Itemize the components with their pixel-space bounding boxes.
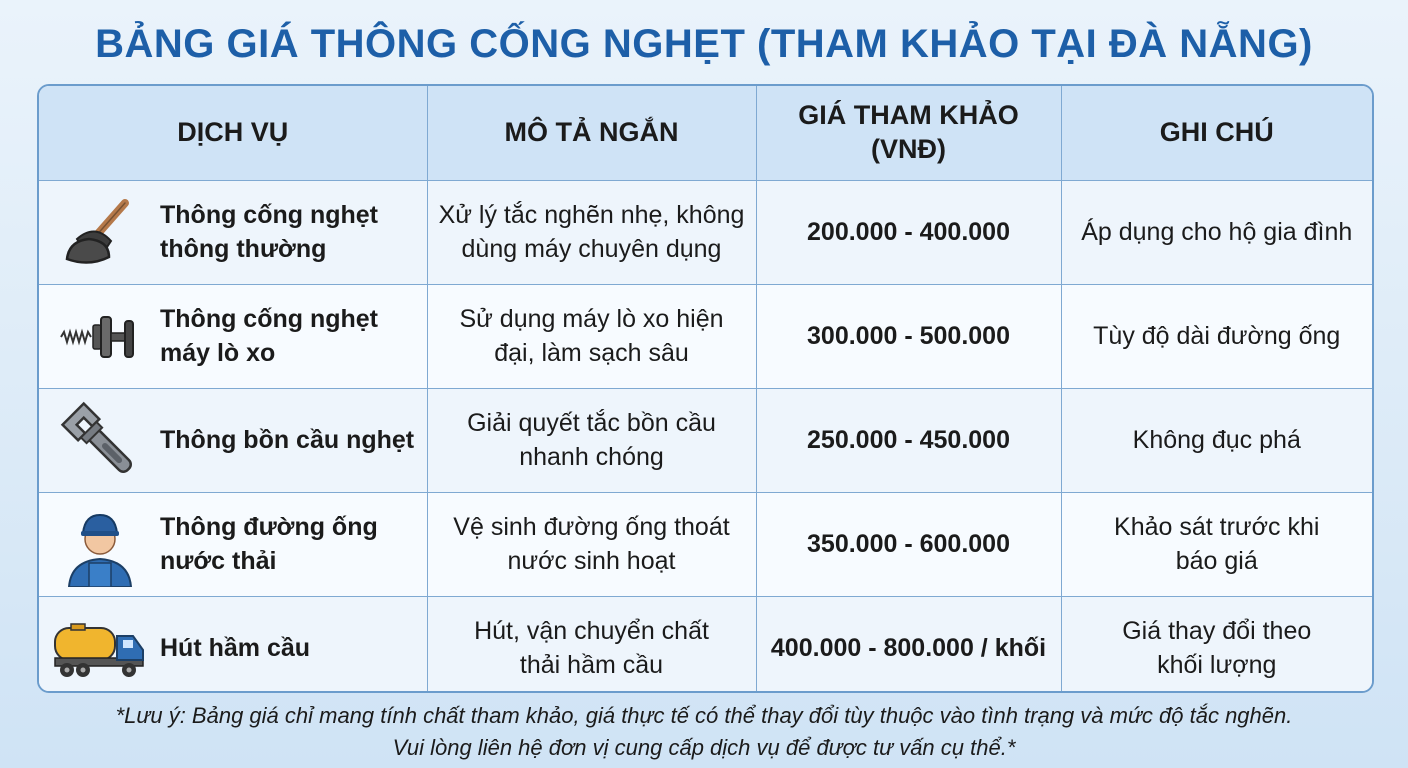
header-price: GIÁ THAM KHẢO (VNĐ): [756, 86, 1061, 181]
table-row: Hút hầm cầu Hút, vận chuyển chất thải hầm cầu 400.000 - 800.000 / khối Giá thay đổi theo khối lượng: [39, 597, 1372, 694]
note-cell: Tùy độ dài đường ống: [1061, 285, 1372, 389]
note-cell: Áp dụng cho hộ gia đình: [1061, 181, 1372, 285]
note-cell: Không đục phá: [1061, 389, 1372, 493]
description-cell: Sử dụng máy lò xo hiện đại, làm sạch sâu: [427, 285, 756, 389]
drain-spring-machine-icon: [52, 295, 148, 379]
price-cell: 400.000 - 800.000 / khối: [756, 597, 1061, 694]
page-title: BẢNG GIÁ THÔNG CỐNG NGHẸT (THAM KHẢO TẠI ĐÀ NẴNG): [95, 22, 1313, 66]
footnote: *Lưu ý: Bảng giá chỉ mang tính chất tham khảo, giá thực tế có thể thay đổi tùy thuộc vào tình trạng và mức độ tắc nghẽn. Vui lòng liên hệ đơn vị cung cấp dịch vụ để được tư vấn cụ thể.*: [115, 703, 1293, 760]
header-note: GHI CHÚ: [1061, 86, 1372, 181]
wrench-icon: [52, 399, 148, 483]
description-cell: Vệ sinh đường ống thoát nước sinh hoạt: [427, 493, 756, 597]
table-row: Thông đường ống nước thải Vệ sinh đường ống thoát nước sinh hoạt 350.000 - 600.000 Khảo sát trước khi báo giá: [39, 493, 1372, 597]
header-service: DỊCH VỤ: [39, 86, 427, 181]
description-cell: Giải quyết tắc bồn cầu nhanh chóng: [427, 389, 756, 493]
table-row: Thông cống nghẹt thông thường Xử lý tắc nghẽn nhẹ, không dùng máy chuyên dụng 200.000 - 400.000 Áp dụng cho hộ gia đình: [39, 181, 1372, 285]
table-row: Thông cống nghẹt máy lò xo Sử dụng máy lò xo hiện đại, làm sạch sâu 300.000 - 500.000 Tùy độ dài đường ống: [39, 285, 1372, 389]
table-row: Thông bồn cầu nghẹt Giải quyết tắc bồn cầu nhanh chóng 250.000 - 450.000 Không đục phá: [39, 389, 1372, 493]
price-cell: 350.000 - 600.000: [756, 493, 1061, 597]
price-cell: 300.000 - 500.000: [756, 285, 1061, 389]
header-description: MÔ TẢ NGẮN: [427, 86, 756, 181]
price-table: [37, 84, 1374, 693]
tanker-truck-icon: [52, 607, 148, 691]
description-cell: Hút, vận chuyển chất thải hầm cầu: [427, 597, 756, 694]
worker-icon: [52, 503, 148, 587]
table-header-row: [39, 86, 1372, 181]
plunger-icon: [52, 191, 148, 275]
note-cell: Khảo sát trước khi báo giá: [1061, 493, 1372, 597]
note-cell: Giá thay đổi theo khối lượng: [1061, 597, 1372, 694]
description-cell: Xử lý tắc nghẽn nhẹ, không dùng máy chuyên dụng: [427, 181, 756, 285]
price-cell: 200.000 - 400.000: [756, 181, 1061, 285]
price-cell: 250.000 - 450.000: [756, 389, 1061, 493]
